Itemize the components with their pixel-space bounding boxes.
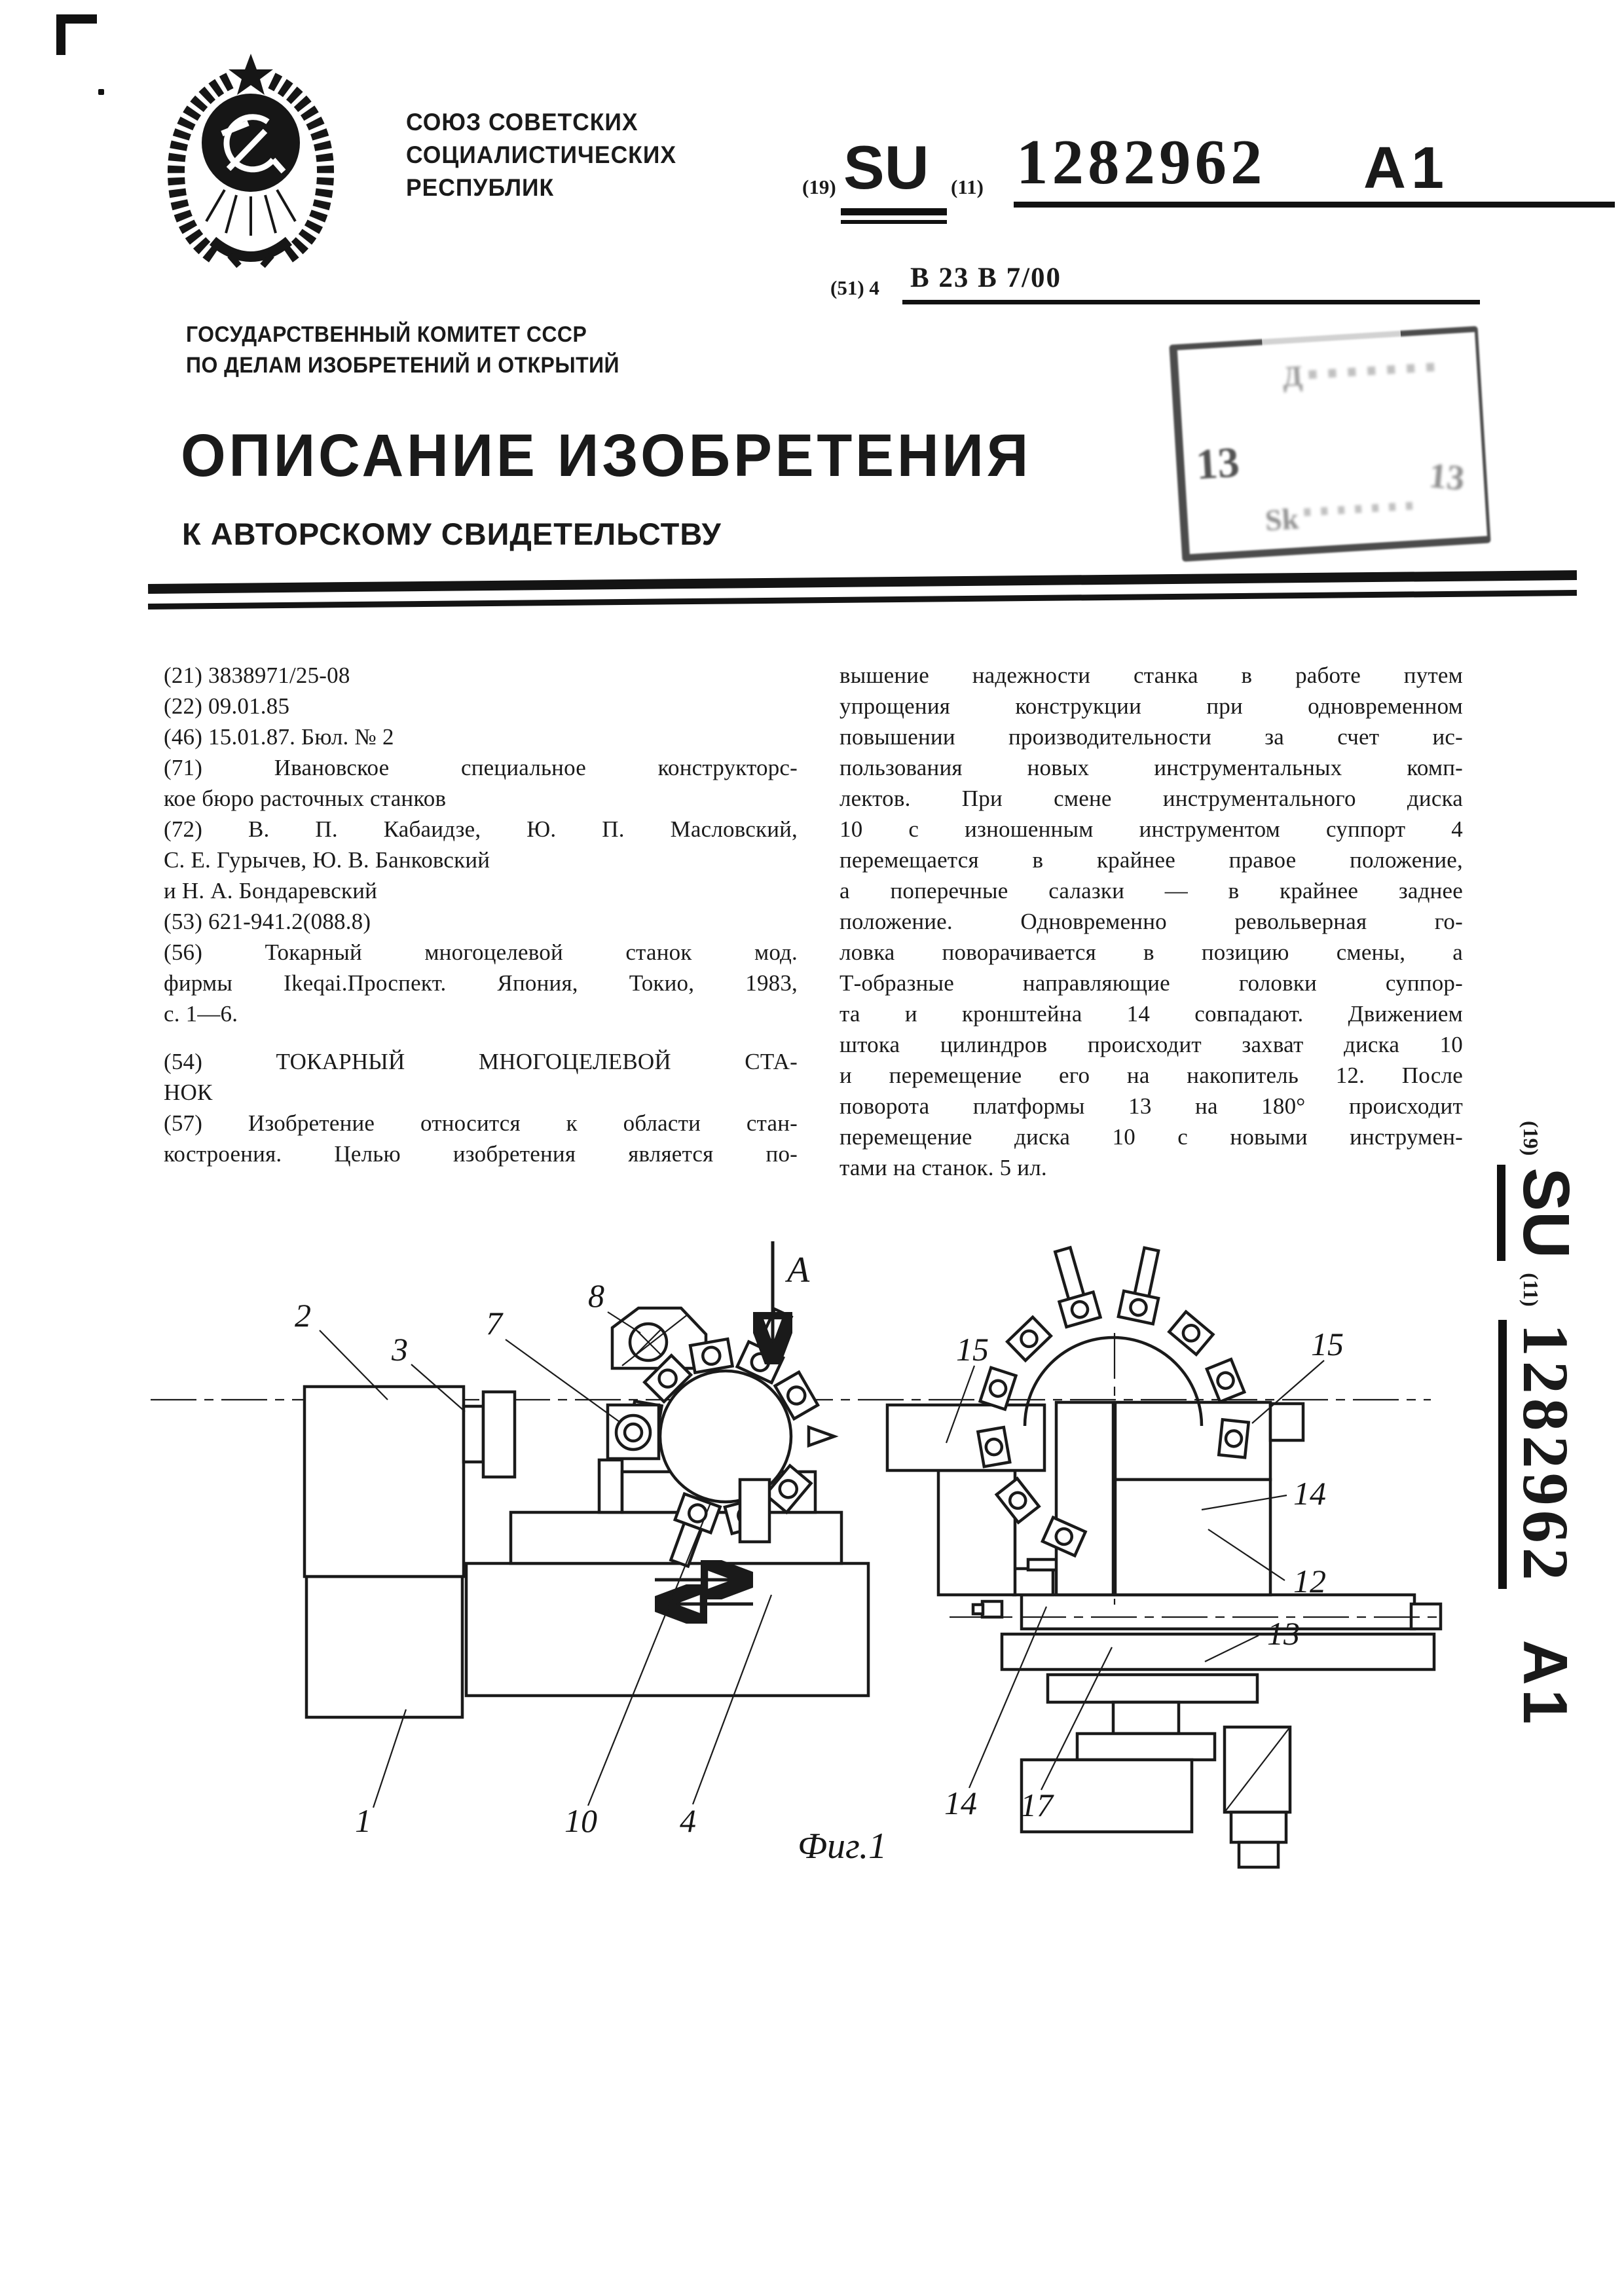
- kind-code: A1: [1510, 1639, 1580, 1728]
- figure-label: 4: [680, 1802, 696, 1839]
- center-tip: [809, 1427, 834, 1446]
- figure-caption: Фиг.1: [798, 1826, 887, 1867]
- scan-artifact: [98, 89, 104, 95]
- description-title: ОПИСАНИЕ ИЗОБРЕТЕНИЯ: [181, 422, 1031, 489]
- tool-disc: [1056, 1402, 1113, 1595]
- underline: [841, 208, 947, 215]
- figure-label: 14: [1293, 1475, 1326, 1512]
- underline: [841, 220, 947, 224]
- machine-bed: [466, 1563, 868, 1696]
- star-icon: [229, 54, 273, 95]
- biblio-lines: (21) 3838971/25-08 (22) 09.01.85 (46) 15.01.87. Бюл. № 2 (71) Ивановское специальное конструкторс- кое бюро расточных станков (72) В. П. Кабаидзе, Ю. П. Масловский, С. Е. Гурычев, Ю. В. Банковский и Н. А. Бондаревский (53) 621-941.2(088.8) (56) Токарный многоцелевой станок мод. фирмы Ikeqai.Проспект. Япония, Токио, 1983, с. 1—6.: [164, 663, 798, 1027]
- figure-label: 13: [1267, 1615, 1300, 1652]
- committee-line: ПО ДЕЛАМ ИЗОБРЕТЕНИЙ И ОТКРЫТИЙ: [186, 353, 619, 378]
- stamp-fragment: Д: [1282, 358, 1321, 393]
- kind-code: A1: [1363, 136, 1450, 201]
- code-11-label: (11): [951, 175, 984, 198]
- biblio-column: [164, 660, 798, 1169]
- figure-drawing: [98, 1202, 1473, 1922]
- code-19-label: (19): [802, 175, 836, 198]
- code-19-label: (19): [1519, 1121, 1543, 1156]
- figure-label: 12: [1293, 1563, 1326, 1599]
- vertical-doc-id: [1473, 1121, 1583, 1870]
- underline: [1014, 202, 1615, 208]
- figure-label: 15: [1311, 1326, 1344, 1362]
- doc-number: 1282962: [1498, 1320, 1583, 1589]
- figure-label: 3: [392, 1331, 408, 1368]
- figure-label: 2: [295, 1297, 311, 1334]
- figure-label: 15: [956, 1331, 989, 1368]
- divider-rule: [148, 590, 1577, 610]
- figure-label: 14: [944, 1785, 977, 1821]
- headstock: [304, 1387, 464, 1576]
- country-code: SU: [843, 133, 929, 202]
- figure-label: 17: [1020, 1787, 1053, 1823]
- support-flange: [1048, 1675, 1257, 1702]
- union-line: СОЮЗ СОВЕТСКИХ: [406, 109, 638, 136]
- committee-line: ГОСУДАРСТВЕННЫЙ КОМИТЕТ СССР: [186, 322, 587, 347]
- figure-label: 1: [355, 1802, 371, 1839]
- doc-number: 1282962: [1016, 127, 1266, 197]
- magazine-block-left: [887, 1405, 1044, 1470]
- ipc-label: (51) 4: [830, 276, 879, 299]
- stamp-fragment: Sk: [1264, 501, 1300, 538]
- headstock-pedestal: [306, 1576, 462, 1717]
- country-code: SU: [1497, 1165, 1583, 1261]
- platform: [1002, 1634, 1434, 1669]
- abstract-column: вышение надежности станка в работе путем упрощения конструкции при одновременном повышении производительности за счет ис- пользования новых инструментальных комп- лектов. При смене инструментального диска 10 с изношенным инструментом суппорт 4 перемещается в крайнее правое положение, а поперечные салазки — в крайнее заднее положение. Одновременно револьверная го- ловка поворачивается в позицию смены, а Т-образные направляющие головки суппор- та и кронштейна 14 совпадают. Движением штока цилиндров происходит захват диска 10 и перемещение его на накопитель 12. После поворота платформы 13 на 180° происходит перемещение диска 10 с новыми инструмен- тами на станок. 5 ил.: [840, 663, 1463, 1180]
- soviet-emblem: [153, 45, 349, 274]
- title-abstract-lines: (54) ТОКАРНЫЙ МНОГОЦЕЛЕВОЙ СТА- НОК (57) Изобретение относится к области стан- костроения. Целью изобретения является по-: [164, 1049, 798, 1167]
- figure-label: А: [787, 1250, 810, 1290]
- code-11-label: (11): [1519, 1273, 1543, 1307]
- figure-label: 8: [588, 1277, 604, 1314]
- underline: [902, 300, 1480, 304]
- registration-stamp: [1169, 326, 1490, 562]
- stamp-number: 13: [1194, 438, 1241, 489]
- union-line: РЕСПУБЛИК: [406, 174, 555, 201]
- bracket: [1115, 1480, 1270, 1595]
- scan-artifact: [56, 14, 65, 55]
- spindle-flange: [464, 1406, 483, 1462]
- divider-rule: [148, 570, 1577, 594]
- stamp-number: 13: [1427, 455, 1467, 498]
- lathe-assembly: [304, 1305, 868, 1717]
- figure-label: 7: [486, 1305, 502, 1341]
- certificate-subtitle: К АВТОРСКОМУ СВИДЕТЕЛЬСТВУ: [182, 517, 722, 551]
- union-line: СОЦИАЛИСТИЧЕСКИХ: [406, 141, 676, 168]
- union-name: [406, 106, 676, 204]
- committee-name: [186, 319, 619, 381]
- figure-label: 10: [564, 1802, 597, 1839]
- turret-disc: [660, 1371, 791, 1502]
- ipc-class: В 23 В 7/00: [910, 263, 1062, 293]
